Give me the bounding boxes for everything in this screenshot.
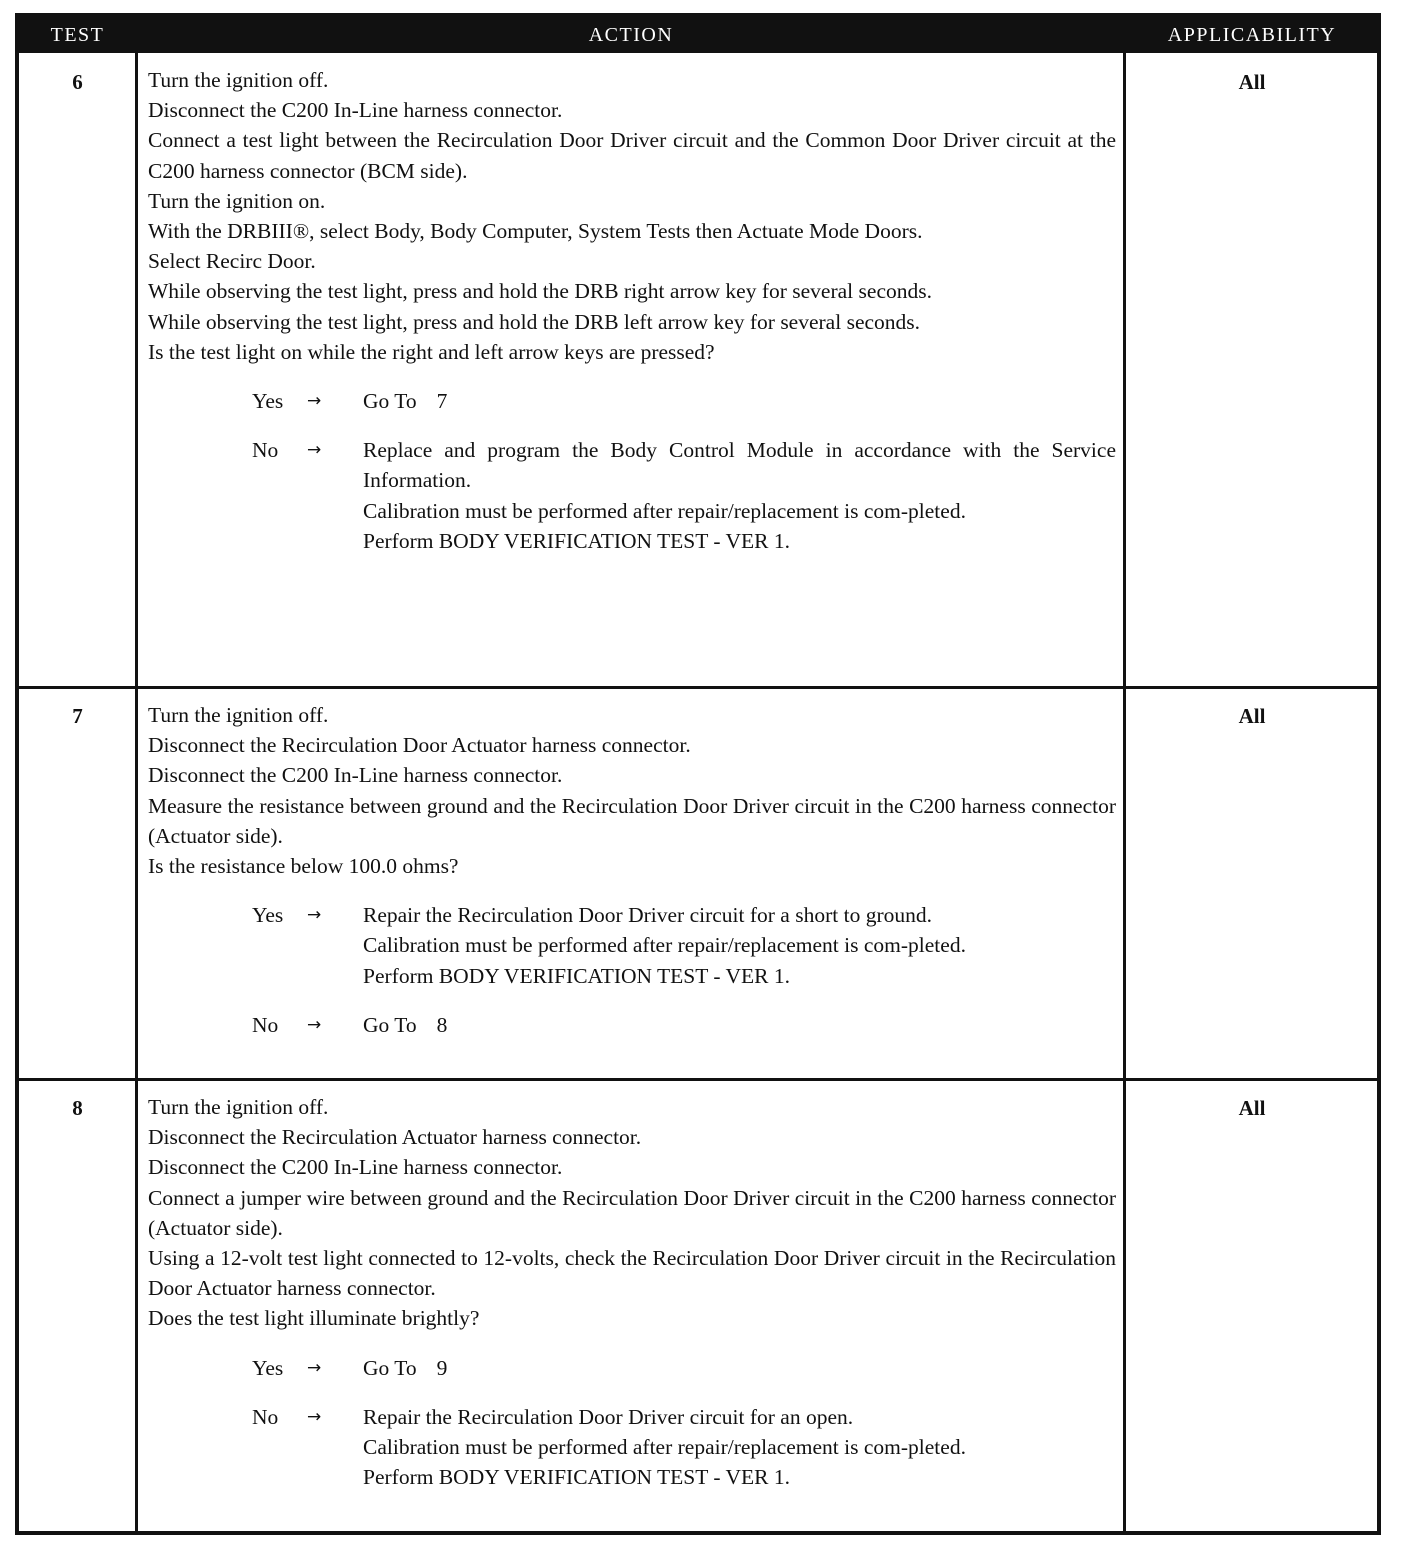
result-line: Calibration must be performed after repair/replacement is com-pleted. [363,933,966,958]
action-step: Turn the ignition off. [148,1095,329,1119]
result-line: Perform BODY VERIFICATION TEST - VER 1. [363,528,791,553]
yes-branch [148,1353,1116,1383]
no-result [363,1402,1116,1493]
header-test: TEST [50,24,105,46]
goto-number: 7 [436,389,448,414]
action-cell [138,1092,1124,1492]
action-question: Does the test light illuminate brightly? [148,1306,480,1331]
goto-label: Go To [363,1355,417,1380]
applicability-value: All [1238,1096,1266,1120]
test-number: 6 [72,70,83,94]
yes-label: Yes [252,903,284,928]
arrow-right-icon: → [307,1014,322,1035]
goto-number: 9 [436,1355,448,1380]
action-step: Disconnect the C200 In-Line harness connector. [148,1155,563,1180]
no-label: No [252,1012,279,1037]
yes-label: Yes [252,1355,284,1380]
header-action: ACTION [588,24,674,46]
yes-result [363,900,1116,991]
test-number: 8 [72,1096,83,1120]
action-step: Using a 12-volt test light connected to 12-volts, check the Recirculation Door Driver circuit in the Recirculation Door Actuator harness connector. [148,1246,1116,1301]
applicability-value: All [1238,70,1266,94]
no-branch [148,1402,1116,1493]
arrow-right-icon: → [307,905,322,926]
no-result [363,435,1116,556]
action-step: Disconnect the Recirculation Door Actuator harness connector. [148,733,691,758]
action-cell [138,700,1124,1040]
yes-result [363,386,1116,416]
action-step: While observing the test light, press and hold the DRB right arrow key for several seconds. [148,279,932,304]
result-line: Repair the Recirculation Door Driver circuit for a short to ground. [363,903,932,928]
action-step: While observing the test light, press and hold the DRB left arrow key for several seconds. [148,309,921,334]
result-line: Perform BODY VERIFICATION TEST - VER 1. [363,963,791,988]
action-step: Turn the ignition off. [148,703,329,727]
goto-label: Go To [363,389,417,414]
yes-branch [148,900,1116,991]
arrow-right-icon: → [307,440,322,461]
action-step: Turn the ignition off. [148,68,329,92]
action-step: Select Recirc Door. [148,249,316,274]
goto-label: Go To [363,1012,417,1037]
diagnostic-table [15,13,1381,1535]
action-question: Is the test light on while the right and left arrow keys are pressed? [148,339,715,364]
no-branch [148,435,1116,556]
table-header [19,17,1377,53]
action-step: Measure the resistance between ground and the Recirculation Door Driver circuit in the C200 harness connector (Actuator side). [148,793,1116,848]
result-line: Replace and program the Body Control Module in accordance with the Service Information. [363,438,1116,493]
no-result [363,1010,1116,1040]
action-step: Connect a test light between the Recirculation Door Driver circuit and the Common Door Driver circuit at the C200 harness connector (BCM side). [148,128,1116,183]
yes-branch [148,386,1116,416]
test-number: 7 [72,704,83,728]
yes-label: Yes [252,389,284,414]
arrow-right-icon: → [307,391,322,412]
goto-number: 8 [436,1012,448,1037]
no-label: No [252,438,279,463]
action-step: Disconnect the C200 In-Line harness connector. [148,763,563,788]
action-step: With the DRBIII®, select Body, Body Computer, System Tests then Actuate Mode Doors. [148,219,923,244]
applicability-value: All [1238,704,1266,728]
action-question: Is the resistance below 100.0 ohms? [148,854,459,879]
action-step: Disconnect the C200 In-Line harness connector. [148,98,563,123]
header-applicability: APPLICABILITY [1167,24,1337,46]
result-line: Perform BODY VERIFICATION TEST - VER 1. [363,1465,791,1490]
row-divider [19,686,1377,689]
action-step: Connect a jumper wire between ground and the Recirculation Door Driver circuit in the C200 harness connector (Actuator side). [148,1185,1116,1240]
no-label: No [252,1404,279,1429]
arrow-right-icon: → [307,1406,322,1427]
action-step: Disconnect the Recirculation Actuator harness connector. [148,1125,642,1150]
result-line: Repair the Recirculation Door Driver circuit for an open. [363,1404,854,1429]
yes-result [363,1353,1116,1383]
result-line: Calibration must be performed after repair/replacement is com-pleted. [363,1435,966,1460]
result-line: Calibration must be performed after repair/replacement is com-pleted. [363,498,966,523]
action-step: Turn the ignition on. [148,188,326,213]
no-branch [148,1010,1116,1040]
row-divider [19,1078,1377,1081]
arrow-right-icon: → [307,1357,322,1378]
action-cell [138,65,1124,556]
